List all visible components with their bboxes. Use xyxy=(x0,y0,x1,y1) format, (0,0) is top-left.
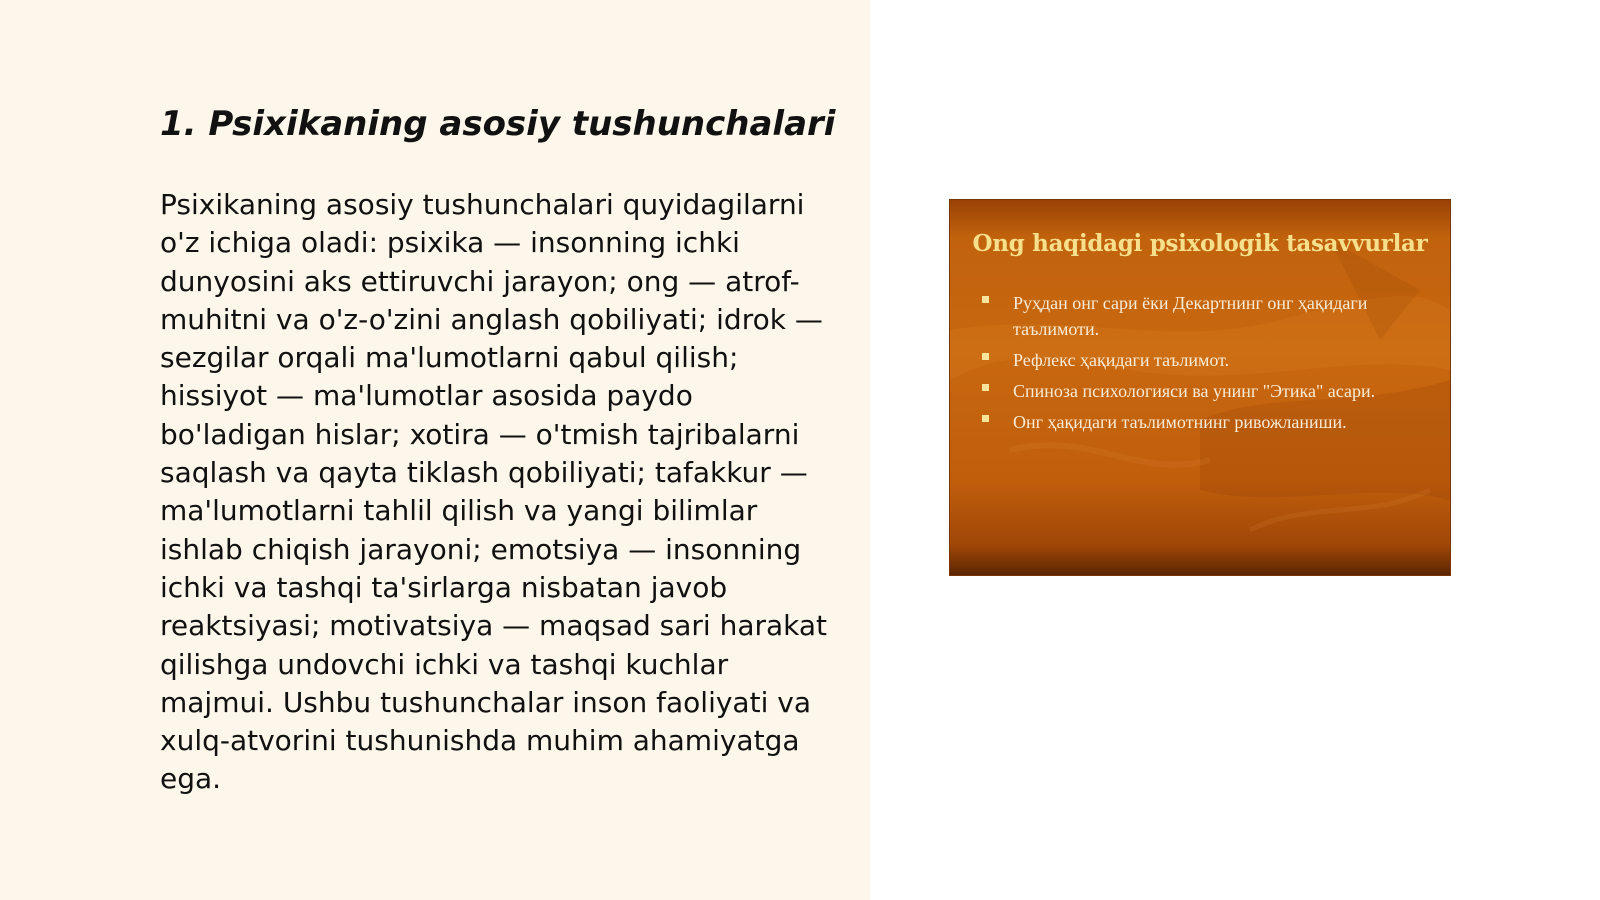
embedded-slide-image xyxy=(950,200,1450,575)
image-card-list xyxy=(980,290,1420,440)
list-item xyxy=(980,378,1420,404)
list-item-text: Онг ҳақидаги таълимотнинг ривожланиши. xyxy=(1013,412,1347,432)
list-item-text: Спиноза психологияси ва унинг "Этика" асари. xyxy=(1013,381,1376,401)
list-item xyxy=(980,409,1420,435)
square-bullet-icon xyxy=(982,415,989,422)
list-item-text: Рефлекс ҳақидаги таълимот. xyxy=(1013,350,1230,370)
square-bullet-icon xyxy=(982,353,989,360)
square-bullet-icon xyxy=(982,296,989,303)
slide-heading: 1. Psixikaning asosiy tushunchalari xyxy=(160,104,836,144)
slide-body-text: Psixikaning asosiy tushunchalari quyidagilarni o'z ichiga oladi: psixika — insonning ichki dunyosini aks ettiruvchi jarayon; ong — atrof-muhitni va o'z-o'zini anglash qobiliyati; idrok — sezgilar orqali ma'lumotlarni qabul qilish; hissiyot — ma'lumotlar asosida paydo bo'ladigan hislar; xotira — o'tmish tajribalarni saqlash va qayta tiklash qobiliyati; tafakkur — ma'lumotlarni tahlil qilish va yangi bilimlar ishlab chiqish jarayoni; emotsiya — insonning ichki va tashqi ta'sirlarga nisbatan javob reaktsiyasi; motivatsiya — maqsad sari harakat qilishga undovchi ichki va tashqi kuchlar majmui. Ushbu tushunchalar inson faoliyati va xulq-atvorini tushunishda muhim ahamiyatga ega. xyxy=(160,188,828,796)
image-card-title: Ong haqidagi psixologik tasavvurlar xyxy=(972,230,1428,257)
list-item xyxy=(980,347,1420,373)
list-item xyxy=(980,290,1420,342)
square-bullet-icon xyxy=(982,384,989,391)
list-item-text: Руҳдан онг сари ёки Декартнинг онг ҳақидаги таълимоти. xyxy=(1013,293,1368,339)
